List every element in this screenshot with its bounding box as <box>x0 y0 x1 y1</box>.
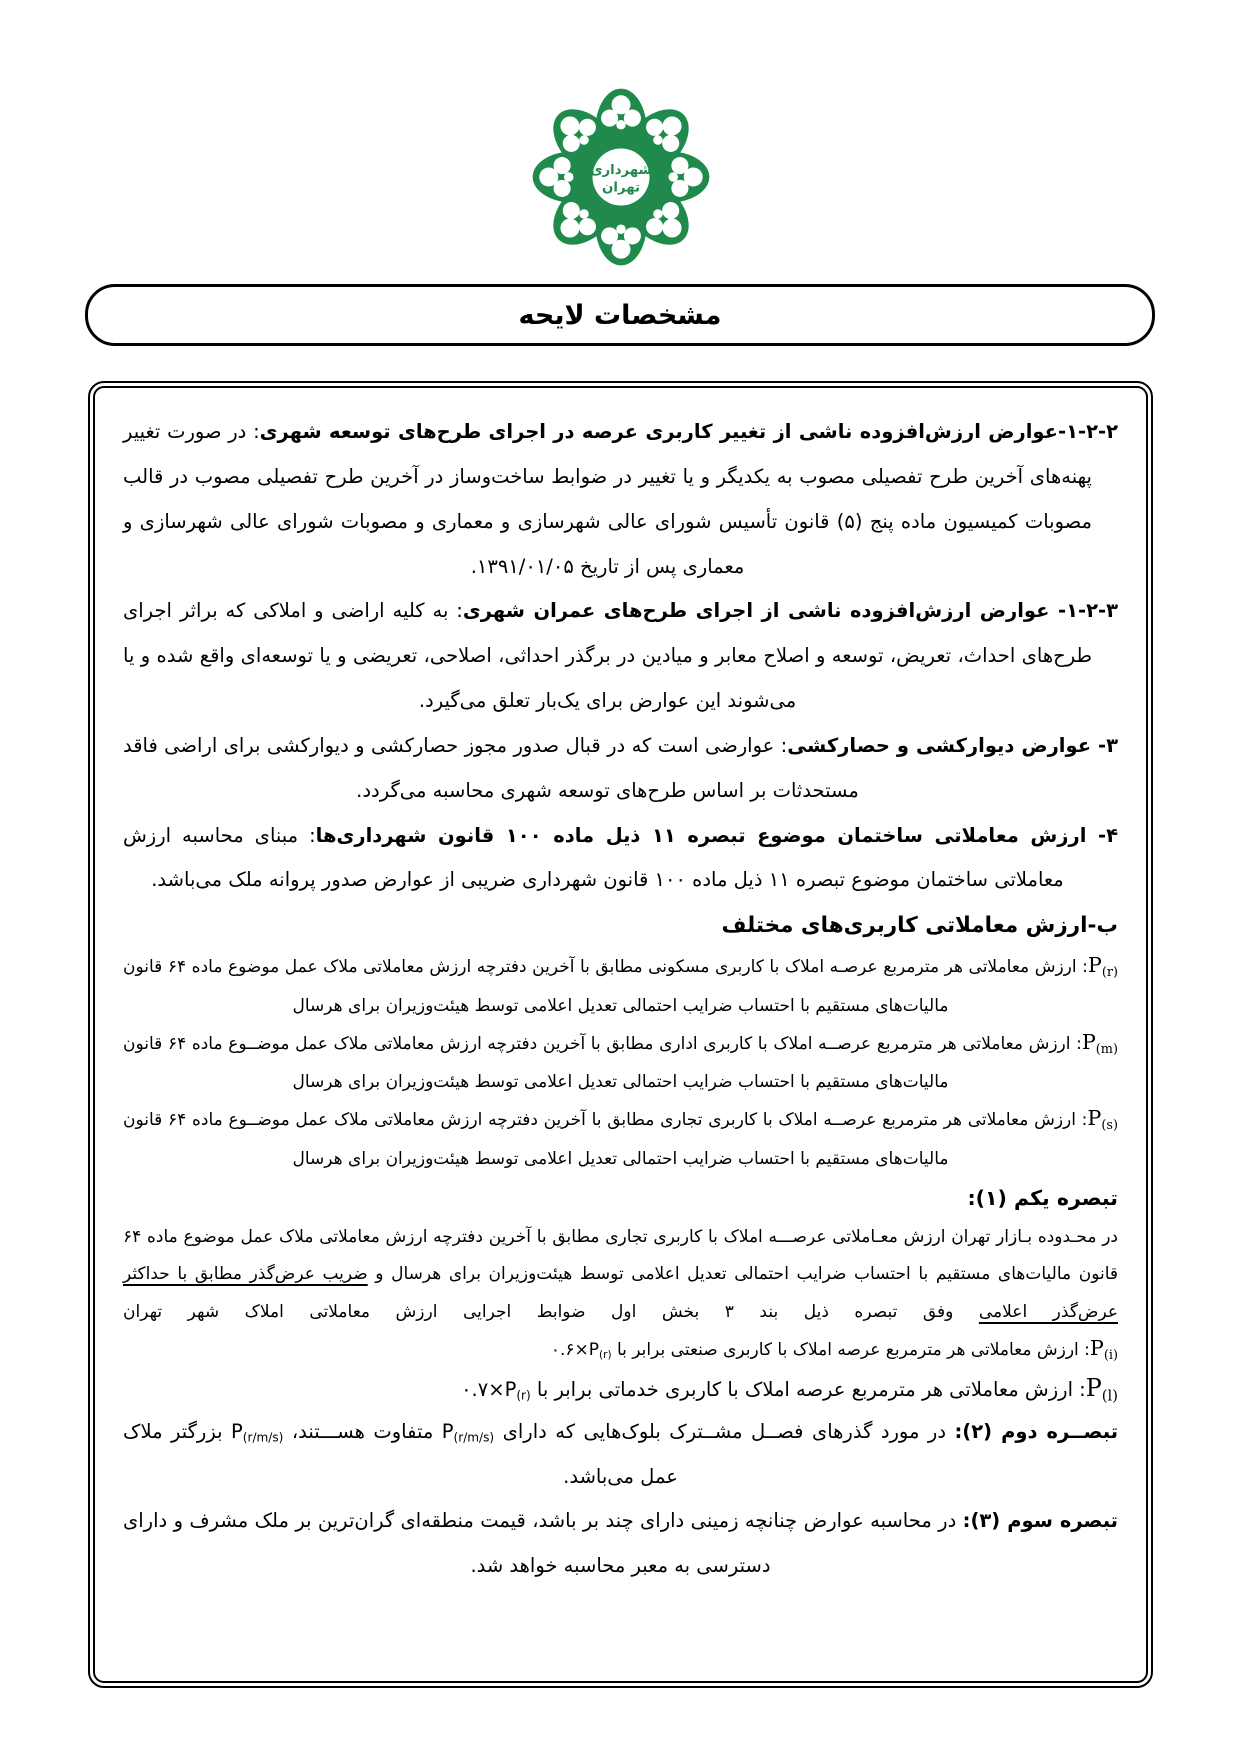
logo-calligraphy-line2: تهران <box>601 180 640 196</box>
text-run: در محاسبه عوارض چنانچه زمینی دارای چند بر باشد، قیمت منطقه‌ای گران‌ترین بر ملک مشرف و دارای دسترسی به معبر محاسبه خواهد شد. <box>123 1509 963 1577</box>
content-frame <box>88 381 1153 1688</box>
text-run: $P_{(r/m/s)}$ <box>231 1420 284 1445</box>
subscript: (l) <box>1101 1387 1118 1405</box>
text-run: وفق تبصره ذیل بند ۳ بخش اول ضوابط اجرایی ارزش معاملاتی املاک شهر تهران <box>123 1301 979 1322</box>
text-run: $P_{(s)}$ <box>1087 1106 1118 1134</box>
text-run: ۴- ارزش معاملاتی ساختمان موضوع تبصره ۱۱ ذیل ماده ۱۰۰ قانون شهرداری‌ها <box>315 823 1119 847</box>
pdef-residential <box>123 948 1118 1025</box>
text-run: ضریب عرض‌گذر مطابق با حداکثر عرض‌گذر اعلامی <box>123 1264 1118 1322</box>
logo-calligraphy-line1: شهرداری <box>589 163 652 179</box>
pdef-commercial <box>123 1101 1118 1178</box>
subscript: (s) <box>1101 1118 1118 1134</box>
tehran-municipality-logo <box>526 82 716 272</box>
content-frame-inner <box>93 386 1148 1683</box>
text-run: $P_{(i)}$ <box>1089 1336 1118 1363</box>
clause-3 <box>123 724 1118 814</box>
text-run: : ارزش معاملاتی هر مترمربع عرصـه املاک با کاربری مسکونی مطابق با آخرین دفترچه ارزش معاملاتی ملاک عمل موضوع ماده ۶۴ قانون مالیات‌های مستقیم با احتساب ضرایب احتمالی تعدیل اعلامی توسط هیئت‌وزیران برای هرسال <box>123 957 1088 1016</box>
text-run: : در صورت تغییر پهنه‌های آخرین طرح تفصیلی مصوب به یکدیگر و یا تغییر در ضوابط ساخت‌وساز در آخرین طرح تفصیلی مصوب در قالب مصوبات کمیسیون ماده پنج (۵) قانون تأسیس شورای عالی شهرسازی و معماری و مصوبات شورای عالی شهرسازی و معماری پس از تاریخ ۱۳۹۱/۰۱/۰۵. <box>123 420 1092 578</box>
subscript: (r/m/s) <box>453 1430 495 1445</box>
text-run: : به کلیه اراضی و املاکی که براثر اجرای طرح‌های احداث، تعریض، توسعه و اصلاح معابر و میادین در برگذر احداثی، اصلاحی، تعریضی و یا توسعه‌ای واقع شده و یا می‌شوند این عوارض برای یک‌بار تعلق می‌گیرد. <box>123 599 1092 713</box>
pline-industrial <box>123 1331 1118 1370</box>
text-run: تبصره سوم (۳): <box>962 1509 1118 1533</box>
text-run: ۳- عوارض دیوارکشی و حصارکشی <box>787 733 1118 757</box>
text-run: در محـدوده بـازار تهران ارزش معـاملاتی عرصـــه املاک با کاربری تجاری مطابق با آخرین دفترچه ارزش معاملاتی ملاک عمل موضوع ماده ۶۴ قانون مالیات‌های مستقیم با احتساب ضرایب احتمالی تعدیل اعلامی توسط هیئت‌وزیران برای هرسال و <box>123 1226 1119 1285</box>
document-body <box>123 410 1118 1588</box>
subscript: (r/m/s) <box>242 1430 284 1445</box>
note-1-heading: تبصره یکم (۱): <box>967 1185 1118 1210</box>
text-run: $۰.۷\times P_{(r)}$ <box>461 1378 531 1403</box>
subscript: (m) <box>1095 1041 1118 1057</box>
pline-services <box>123 1370 1118 1410</box>
text-run: : ارزش معاملاتی هر مترمربع عرصه املاک با کاربری صنعتی برابر با <box>611 1340 1090 1361</box>
section-b-heading: ب-ارزش معاملاتی کاربری‌های مختلف <box>721 913 1118 939</box>
clause-1-2-2 <box>123 410 1118 589</box>
subscript: (r) <box>516 1388 531 1403</box>
text-run: $P_{(r/m/s)}$ <box>441 1420 495 1445</box>
text-run: : ارزش معاملاتی هر مترمربع عرصه املاک با کاربری خدماتی برابر با <box>530 1378 1086 1402</box>
note-2-paragraph <box>123 1410 1118 1499</box>
clause-4 <box>123 814 1118 904</box>
text-run: بزرگتر ملاک عمل می‌باشد. <box>123 1420 678 1488</box>
text-run: $P_{(l)}$ <box>1085 1374 1118 1405</box>
text-run: در مورد گذرهای فصــل مشــترک بلوک‌هایی که دارای <box>494 1420 955 1444</box>
page-title: مشخصات لایحه <box>518 299 722 331</box>
text-run: : ارزش معاملاتی هر مترمربع عرصــه املاک با کاربری تجاری مطابق با آخرین دفترچه ارزش معاملاتی ملاک عمل موضــوع ماده ۶۴ قانون مالیات‌های مستقیم با احتساب ضرایب احتمالی تعدیل اعلامی توسط هیئت‌وزیران برای هرسال <box>123 1110 1088 1169</box>
logo-container <box>0 82 1241 272</box>
text-run: ۱-۲-۳- عوارض ارزش‌افزوده ناشی از اجرای طرح‌های عمران شهری <box>462 599 1118 623</box>
clause-1-2-3 <box>123 589 1118 724</box>
text-run: $۰.۶\times P_{(r)}$ <box>550 1340 612 1362</box>
text-run: : مبنای محاسبه ارزش معاملاتی ساختمان موضوع تبصره ۱۱ ذیل ماده ۱۰۰ قانون شهرداری ضریبی از عوارض صدور پروانه ملک می‌باشد. <box>123 823 1064 892</box>
text-run: : عوارضی است که در قبال صدور مجوز حصارکشی و دیوارکشی برای اراضی فاقد مستحدثات بر اساس طرح‌های توسعه شهری محاسبه می‌گردد. <box>123 733 859 802</box>
subscript: (r) <box>1101 965 1118 981</box>
text-run: $P_{(m)}$ <box>1081 1029 1118 1057</box>
subscript: (i) <box>1103 1347 1118 1363</box>
text-run: متفاوت هســـتند، <box>283 1420 442 1444</box>
note-3-paragraph <box>123 1499 1118 1588</box>
text-run: تبصــره دوم (۲): <box>954 1420 1119 1444</box>
text-run: $P_{(r)}$ <box>1087 953 1118 981</box>
text-run: : ارزش معاملاتی هر مترمربع عرصــه املاک با کاربری اداری مطابق با آخرین دفترچه ارزش معاملاتی ملاک عمل موضــوع ماده ۶۴ قانون مالیات‌های مستقیم با احتساب ضرایب احتمالی تعدیل اعلامی توسط هیئت‌وزیران برای هرسال <box>123 1033 1082 1093</box>
pdef-administrative <box>123 1025 1118 1102</box>
subscript: (r) <box>599 1349 612 1362</box>
text-run: ۱-۲-۲-عوارض ارزش‌افزوده ناشی از تغییر کاربری عرصه در اجرای طرح‌های توسعه شهری <box>259 420 1118 443</box>
note-1-paragraph <box>123 1219 1118 1331</box>
header-box <box>85 284 1155 346</box>
